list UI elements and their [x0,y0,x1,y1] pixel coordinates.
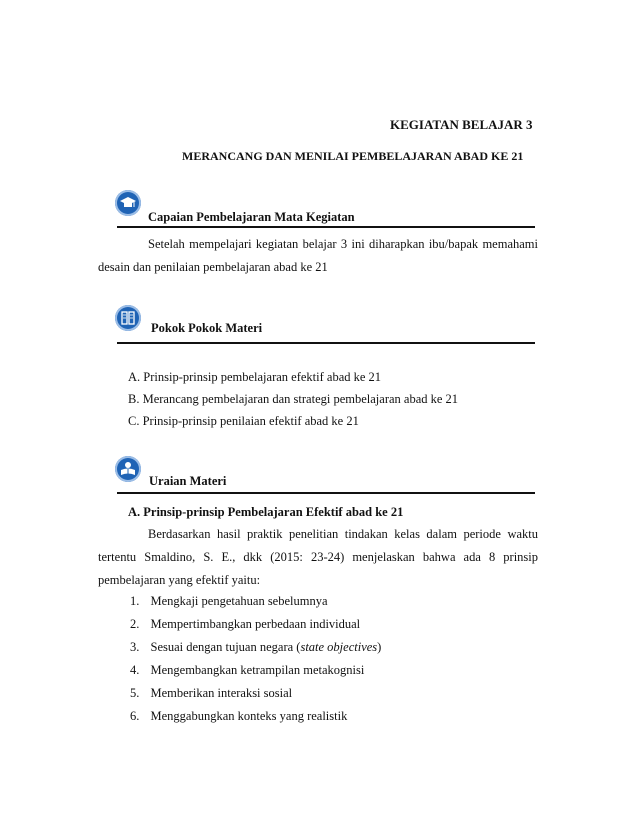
capaian-heading: Capaian Pembelajaran Mata Kegiatan [148,210,355,224]
pokok-item-c: C. Prinsip-prinsip penilaian efektif abad ke 21 [128,414,359,428]
pokok-heading: Pokok Pokok Materi [151,321,263,335]
capaian-divider [117,226,535,228]
list-text-tail: ) [377,640,382,654]
capaian-text [98,233,538,279]
graduation-cap-icon [115,190,141,216]
uraian-heading: Uraian Materi [149,474,227,488]
uraian-divider [117,492,535,494]
uraian-para-line1: Berdasarkan hasil praktik penelitian tindakan kelas dalam periode waktu [148,527,538,541]
list-text: Memberikan interaksi sosial [150,686,293,700]
section-a-title: A. Prinsip-prinsip Pembelajaran Efektif abad ke 21 [128,505,404,519]
uraian-para-line3: pembelajaran yang efektif yaitu: [98,573,261,587]
pokok-item-b: B. Merancang pembelajaran dan strategi pembelajaran abad ke 21 [128,392,459,406]
list-number: 6. [130,709,140,723]
book-icon [115,305,141,331]
pokok-item-a: A. Prinsip-prinsip pembelajaran efektif abad ke 21 [128,370,382,384]
list-number: 3. [130,640,140,654]
page-title: KEGIATAN BELAJAR 3 [390,117,533,132]
capaian-text-content: Setelah mempelajari kegiatan belajar 3 ini diharapkan ibu/bapak memahami desain dan penilaian pembelajaran abad ke 21 [98,237,538,274]
uraian-para-line2: tertentu Smaldino, S. E., dkk (2015: 23-24) menjelaskan bahwa ada 8 prinsip [98,550,538,564]
list-text: Sesuai dengan tujuan negara ( [150,640,301,654]
list-text: Mempertimbangkan perbedaan individual [150,617,361,631]
list-text: Mengkaji pengetahuan sebelumnya [150,594,328,608]
page-subtitle: MERANCANG DAN MENILAI PEMBELAJARAN ABAD KE 21 [182,149,524,163]
list-number: 4. [130,663,140,677]
list-text: Mengembangkan ketrampilan metakognisi [150,663,365,677]
list-item [130,663,364,678]
list-item [130,640,381,655]
list-number: 2. [130,617,140,631]
list-item [130,594,328,609]
list-number: 5. [130,686,140,700]
list-text-emphasis: state objectives [300,640,378,654]
list-number: 1. [130,594,140,608]
list-item [130,709,347,724]
reader-icon [115,456,141,482]
pokok-divider [117,342,535,344]
list-text: Menggabungkan konteks yang realistik [150,709,348,723]
list-item [130,617,360,632]
list-item [130,686,292,701]
